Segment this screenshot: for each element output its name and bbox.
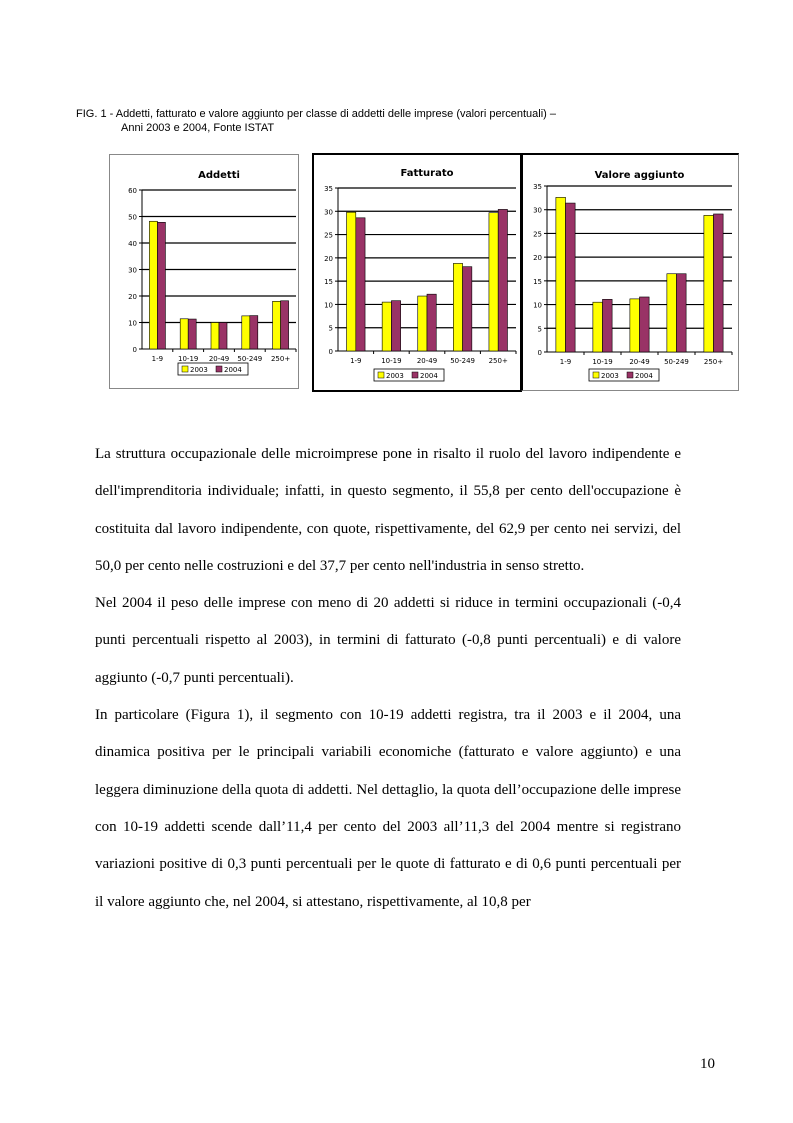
bar-2003-10-19	[180, 319, 188, 349]
y-tick-label: 40	[128, 240, 137, 248]
y-tick-label: 15	[324, 278, 333, 287]
y-tick-label: 0	[328, 348, 333, 356]
x-tick-label: 250+	[703, 358, 724, 366]
x-tick-label: 50-249	[450, 357, 475, 365]
y-tick-label: 30	[324, 208, 333, 217]
legend	[374, 369, 444, 381]
x-tick-label: 10-19	[178, 355, 199, 363]
chart-addetti	[109, 154, 299, 389]
y-tick-label: 30	[128, 266, 137, 275]
y-tick-label: 10	[324, 301, 333, 310]
y-tick-label: 60	[128, 187, 137, 195]
y-tick-label: 10	[533, 301, 542, 310]
y-tick-label: 25	[533, 230, 542, 239]
legend-label-2003: 2003	[601, 372, 619, 380]
x-tick-label: 20-49	[208, 355, 230, 363]
legend-label-2004: 2004	[420, 372, 438, 380]
bar-2004-20-49	[640, 297, 650, 352]
x-tick-label: 1-9	[151, 355, 164, 363]
bar-2003-50-249	[242, 316, 250, 349]
x-tick-label: 250+	[270, 355, 291, 363]
bar-2004-10-19	[603, 299, 613, 352]
bar-2004-20-49	[427, 294, 436, 351]
paragraph-1: La struttura occupazionale delle microimprese pone in risalto il ruolo del lavoro indipendente e dell'imprenditoria individuale; infatti, in questo segmento, il 55,8 per cento dell'occupazione è costituita dal lavoro indipendente, con quote, rispettivamente, del 62,9 per cento nei servizi, del 50,0 per cento nelle costruzioni e del 37,7 per cento nell'industria in senso stretto.	[95, 446, 681, 574]
legend-swatch-2003	[378, 372, 384, 378]
paragraph-3: In particolare (Figura 1), il segmento con 10-19 addetti registra, tra il 2003 e il 2004, una dinamica positiva per le principali variabili economiche (fatturato e valore aggiunto) e una leggera diminuzione della quota di addetti. Nel dettaglio, la quota dell’occupazione delle imprese con 10-19 addetti scende dall’11,4 per cento del 2003 all’11,3 del 2004 mentre si registrano variazioni positive di 0,3 punti percentuali per le quote di fatturato e di 0,6 punti percentuali per il valore aggiunto che, nel 2004, si attestano, rispettivamente, al 10,8 per	[95, 707, 681, 910]
y-tick-label: 5	[537, 325, 542, 334]
x-tick-label: 1-9	[350, 357, 362, 365]
bar-2003-1-9	[556, 197, 566, 352]
caption-line-2: Anni 2003 e 2004, Fonte ISTAT	[121, 122, 275, 134]
y-tick-label: 50	[128, 213, 137, 222]
bar-2003-250+	[489, 213, 498, 351]
chart-valore-aggiunto-svg	[523, 155, 736, 388]
x-tick-label: 20-49	[629, 358, 650, 366]
y-tick-label: 10	[128, 319, 137, 328]
y-tick-label: 20	[324, 254, 333, 263]
legend	[589, 369, 659, 381]
y-tick-label: 0	[537, 349, 542, 357]
chart-fatturato	[312, 153, 522, 392]
y-tick-label: 15	[533, 277, 542, 286]
bar-2004-10-19	[391, 301, 400, 351]
x-tick-label: 10-19	[592, 358, 613, 366]
legend-swatch-2004	[627, 372, 633, 378]
legend-swatch-2004	[412, 372, 418, 378]
legend-label-2004: 2004	[635, 372, 653, 380]
legend-label-2003: 2003	[386, 372, 404, 380]
y-tick-label: 5	[328, 324, 333, 333]
bar-2003-50-249	[453, 263, 462, 351]
body-text	[95, 436, 681, 921]
y-tick-label: 20	[128, 293, 137, 301]
x-tick-label: 1-9	[559, 358, 572, 366]
y-tick-label: 30	[533, 206, 542, 215]
bar-2003-250+	[273, 301, 281, 349]
legend	[178, 363, 248, 375]
bar-2004-10-19	[188, 319, 196, 349]
bar-2004-250+	[714, 214, 724, 352]
bar-2003-20-49	[418, 296, 427, 351]
bar-2004-50-249	[463, 267, 472, 351]
bar-2003-1-9	[149, 221, 157, 349]
chart-title: Addetti	[198, 170, 240, 181]
legend-swatch-2004	[216, 366, 222, 372]
figure-caption	[76, 107, 636, 135]
bar-2003-1-9	[347, 212, 356, 351]
y-tick-label: 0	[132, 346, 137, 354]
chart-fatturato-svg	[314, 155, 520, 390]
x-tick-label: 10-19	[381, 357, 402, 365]
bar-2004-1-9	[566, 203, 576, 352]
chart-valore-aggiunto	[521, 153, 739, 391]
bar-2003-250+	[704, 215, 714, 352]
bar-2004-250+	[281, 301, 289, 349]
chart-addetti-svg	[110, 155, 298, 388]
bar-2003-20-49	[630, 299, 640, 352]
bar-2003-10-19	[593, 302, 603, 352]
chart-title: Fatturato	[400, 168, 454, 179]
x-tick-label: 50-249	[237, 355, 263, 363]
page-number: 10	[700, 1056, 715, 1072]
bar-2004-1-9	[157, 222, 165, 349]
bar-2004-250+	[498, 209, 507, 351]
y-tick-label: 35	[324, 185, 333, 193]
x-tick-label: 50-249	[664, 358, 689, 366]
x-tick-label: 250+	[488, 357, 508, 365]
chart-title: Valore aggiunto	[594, 170, 685, 181]
legend-swatch-2003	[182, 366, 188, 372]
bar-2003-20-49	[211, 323, 219, 350]
y-tick-label: 25	[324, 231, 333, 240]
bar-2003-10-19	[382, 302, 391, 351]
legend-swatch-2003	[593, 372, 599, 378]
y-tick-label: 20	[533, 254, 542, 263]
bar-2004-50-249	[677, 274, 687, 352]
bar-2004-20-49	[219, 323, 227, 350]
bar-2004-1-9	[356, 218, 365, 351]
legend-label-2004: 2004	[224, 366, 242, 374]
bar-2003-50-249	[667, 274, 677, 352]
bar-2004-50-249	[250, 316, 258, 349]
caption-line-1: FIG. 1 - Addetti, fatturato e valore aggiunto per classe di addetti delle imprese (valori percentuali) –	[76, 108, 556, 120]
legend-label-2003: 2003	[190, 366, 208, 374]
y-tick-label: 35	[533, 183, 542, 191]
x-tick-label: 20-49	[416, 357, 438, 365]
paragraph-2: Nel 2004 il peso delle imprese con meno di 20 addetti si riduce in termini occupazionali (-0,4 punti percentuali rispetto al 2003), in termini di fatturato (-0,8 punti percentuali) e di valore aggiunto (-0,7 punti percentuali).	[95, 595, 681, 686]
